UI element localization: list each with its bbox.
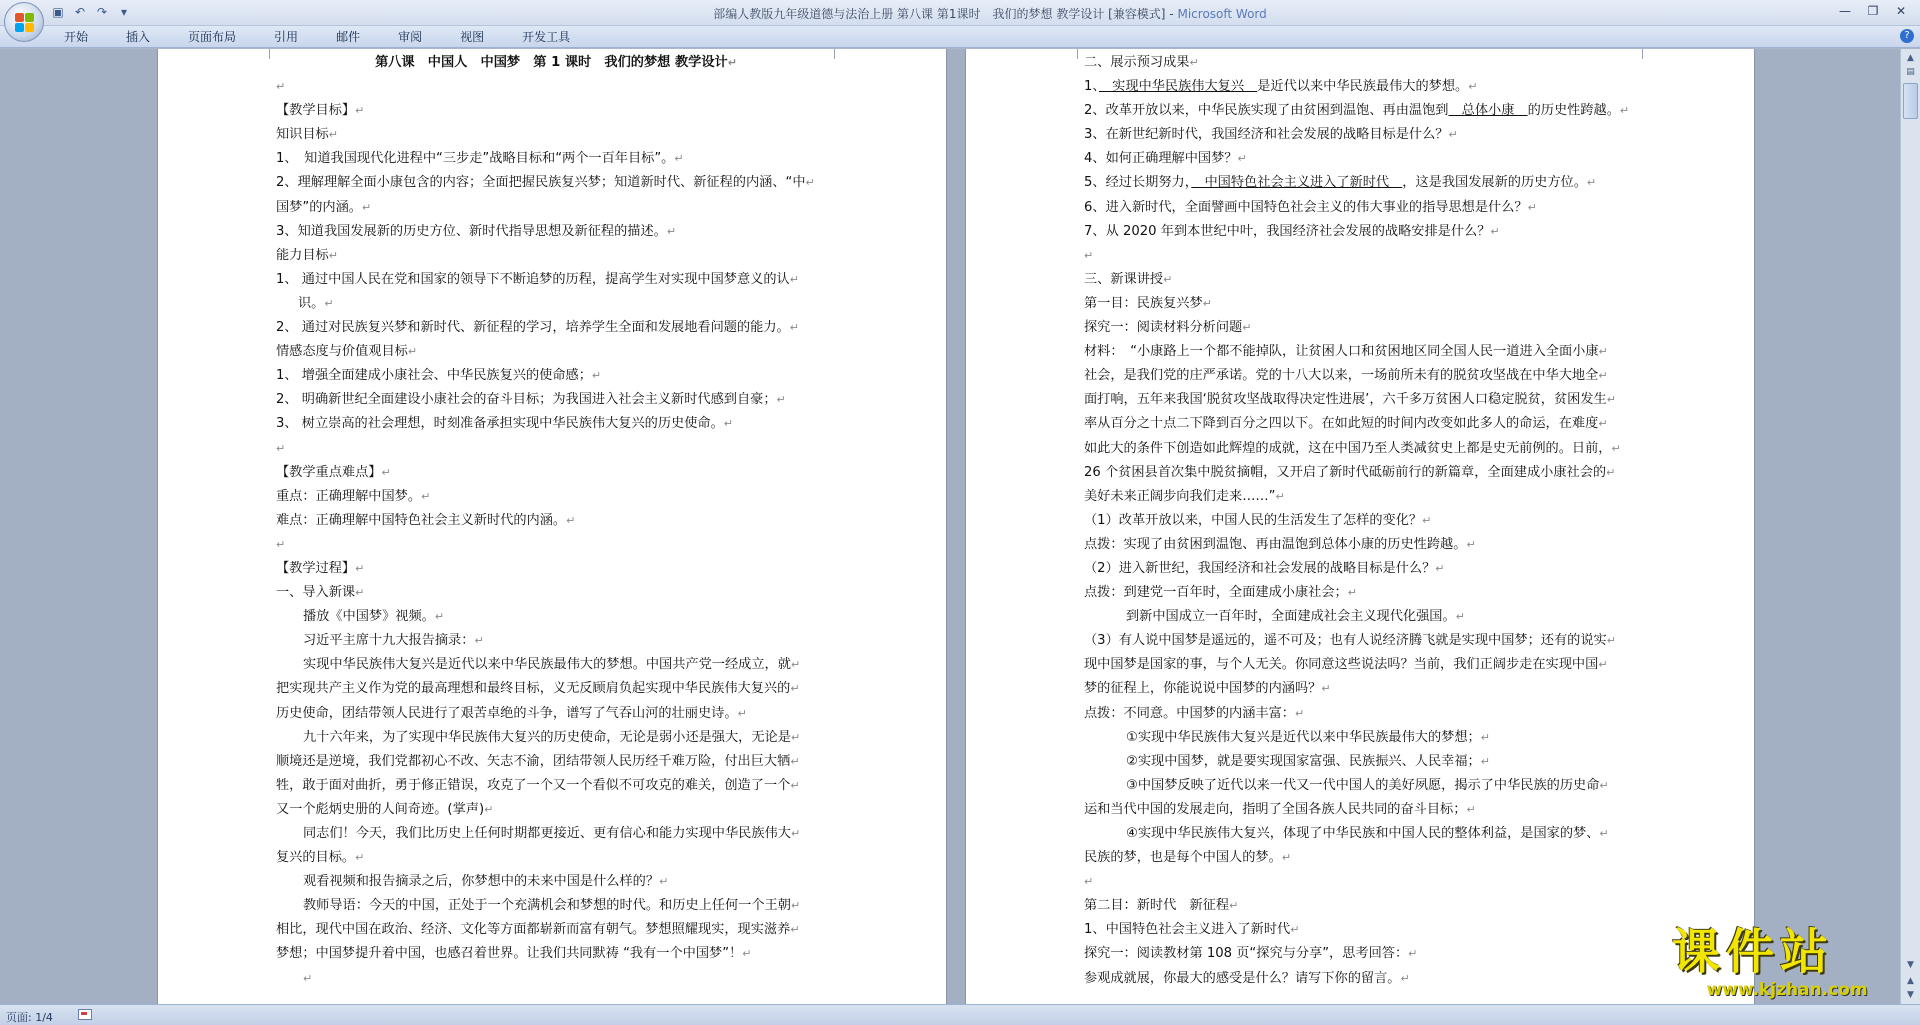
tab-page-layout[interactable]: 页面布局 (188, 30, 237, 44)
paragraph-mark-icon: ↵ (276, 441, 286, 455)
paragraph-mark-icon: ↵ (1163, 272, 1173, 286)
paragraph-mark-icon: ↵ (723, 417, 733, 431)
page-1-text-line (276, 437, 836, 461)
page-2-text-line: 美好未来正阔步向我们走来……”↵ (1084, 488, 1285, 504)
page-1-text-line: 3、知道我国发展新的历史方位、新时代指导思想及新征程的描述。↵ (276, 223, 677, 239)
page-2-text-line: 26 个贫困县首次集中脱贫摘帽，又开启了新时代砥砺前行的新篇章，全面建成小康社会的↵ (1084, 464, 1616, 480)
page-1-text-line: 九十六年来，为了实现中华民族伟大复兴的历史使命，无论是弱小还是强大，无论是↵ (303, 729, 801, 745)
page-2-text-line: 梦的征程上，你能说说中国梦的内涵吗？↵ (1084, 681, 1331, 697)
page-2-text-line: 7、从 2020 年到本世纪中叶，我国经济社会发展的战略安排是什么？↵ (1084, 223, 1500, 239)
prev-page-icon[interactable]: ▲ (1907, 976, 1914, 986)
page-2-text-line: ①实现中华民族伟大复兴是近代以来中华民族最伟大的梦想；↵ (1126, 729, 1490, 745)
paragraph-mark-icon: ↵ (1490, 224, 1500, 238)
redo-icon[interactable]: ↷ (96, 5, 108, 19)
page-1-text-line: 实现中华民族伟大复兴是近代以来中华民族最伟大的梦想。中国共产党一经成立，就↵ (303, 657, 801, 673)
paragraph-mark-icon: ↵ (1084, 875, 1094, 889)
page-2-text-line: 率从百分之十点二下降到百分之四以下。在如此短的时间内改变如此多人的命运，在难度↵ (1084, 416, 1608, 432)
document-page-2[interactable] (965, 49, 1755, 1004)
paragraph-mark-icon: ↵ (727, 56, 737, 69)
page-1-text-line (276, 75, 836, 99)
app-name: Microsoft Word (1177, 7, 1267, 21)
page-1-text-line: 教师导语：今天的中国，正处于一个充满机会和梦想的时代。和历史上任何一个王朝↵ (303, 898, 801, 914)
save-icon[interactable]: ▣ (52, 5, 64, 19)
page-2-text-line (1084, 870, 1644, 894)
page-1-text-line: 历史使命，团结带领人民进行了艰苦卓绝的斗争，谱写了气吞山河的壮丽史诗。↵ (276, 705, 747, 721)
paragraph-mark-icon: ↵ (1242, 321, 1252, 335)
tab-view[interactable]: 视图 (460, 30, 485, 44)
page-2-text-line: 如此大的条件下创造如此辉煌的成就，这在中国乃至人类减贫史上都是史无前例的。日前，↵ (1084, 440, 1621, 456)
paragraph-mark-icon: ↵ (434, 610, 445, 624)
restore-icon[interactable]: ❐ (1867, 4, 1879, 18)
paragraph-mark-icon: ↵ (1598, 369, 1608, 383)
page-1-text-line: 2、理解理解全面小康包含的内容；全面把握民族复兴梦；知道新时代、新征程的内涵、“中↵ (276, 175, 815, 191)
paragraph-mark-icon: ↵ (1598, 417, 1608, 431)
paragraph-mark-icon: ↵ (1435, 561, 1445, 575)
paragraph-mark-icon: ↵ (789, 272, 799, 286)
page-2-text-line: 5、经过长期努力， 中国特色社会主义进入了新时代 ，这是我国发展新的历史方位。↵ (1084, 175, 1597, 191)
paragraph-mark-icon: ↵ (355, 561, 365, 575)
page-2-text-line: ④实现中华民族伟大复兴，体现了中华民族和中国人民的整体利益，是国家的梦、↵ (1126, 826, 1609, 841)
title-bar (0, 0, 1920, 26)
paragraph-mark-icon: ↵ (737, 706, 747, 720)
page-2-text-line: 到新中国成立一百年时，全面建成社会主义现代化强国。↵ (1126, 609, 1465, 625)
page-2-text-line: 4、如何正确理解中国梦？↵ (1084, 151, 1247, 167)
paragraph-mark-icon: ↵ (1611, 441, 1621, 455)
paragraph-mark-icon: ↵ (474, 634, 484, 648)
paragraph-mark-icon: ↵ (790, 658, 801, 672)
paragraph-mark-icon: ↵ (1466, 802, 1476, 816)
paragraph-mark-icon: ↵ (1606, 393, 1616, 407)
page-2-text-line: 现中国梦是国家的事，与个人无关。你同意这些说法吗？当前，我们正阔步走在实现中国↵ (1084, 657, 1608, 673)
page-1-text-line: 【教学重点难点】↵ (276, 464, 391, 480)
paragraph-mark-icon: ↵ (659, 875, 669, 889)
paragraph-mark-icon: ↵ (1202, 296, 1212, 310)
paragraph-mark-icon: ↵ (790, 778, 800, 792)
page-1-text-line: 知识目标↵ (276, 127, 338, 143)
paragraph-mark-icon: ↵ (1455, 610, 1465, 624)
window-title: 部编人教版九年级道德与法治上册 第八课 第1课时 我们的梦想 教学设计 [兼容模式] - Microsoft Word (713, 7, 1267, 21)
page-1-text-line: 梦想；中国梦提升着中国，也感召着世界。让我们共同默祷 “我有一个中国梦”！↵ (276, 946, 752, 962)
paragraph-mark-icon: ↵ (1422, 513, 1432, 527)
paragraph-mark-icon: ↵ (1290, 923, 1300, 937)
proofing-icon[interactable] (78, 1009, 92, 1020)
paragraph-mark-icon: ↵ (1237, 152, 1247, 166)
paragraph-mark-icon: ↵ (324, 296, 334, 310)
paragraph-mark-icon: ↵ (1619, 104, 1630, 118)
page-2-text-line: 材料： “小康路上一个都不能掉队，让贫困人口和贫困地区同全国人民一道进入全面小康↵ (1084, 344, 1608, 360)
page-1-text-line: 一、导入新课↵ (276, 585, 365, 601)
paragraph-mark-icon: ↵ (790, 923, 800, 937)
document-title: 部编人教版九年级道德与法治上册 第八课 第1课时 我们的梦想 教学设计 [兼容模式] (713, 7, 1166, 21)
page-1-text-line: 顺境还是逆境，我们党都初心不改、矢志不渝，团结带领人民历经千难万险，付出巨大牺↵ (276, 753, 800, 769)
page-2-text-line: 1、中国特色社会主义进入了新时代↵ (1084, 922, 1300, 938)
page-indicator[interactable]: 页面: 1/4 (6, 1011, 53, 1024)
tab-developer[interactable]: 开发工具 (522, 30, 571, 44)
page-2-text-line: 3、在新世纪新时代，我国经济和社会发展的战略目标是什么？↵ (1084, 127, 1458, 143)
page-2-text (1084, 51, 1644, 991)
tab-insert[interactable]: 插入 (126, 30, 151, 44)
page-2-text-line: 第一目：民族复兴梦↵ (1084, 295, 1212, 311)
office-button[interactable] (4, 2, 44, 42)
page-1-text-line: 相比，现代中国在政治、经济、文化等方面都崭新而富有朝气。梦想照耀现实，现实滋养↵ (276, 922, 800, 938)
page-2-text-line: 探究一：阅读教材第 108 页“探究与分享”，思考回答：↵ (1084, 946, 1418, 962)
page-1-text-line: 情感态度与价值观目标↵ (276, 344, 418, 360)
paragraph-mark-icon: ↵ (484, 802, 494, 816)
paragraph-mark-icon: ↵ (1084, 248, 1094, 262)
paragraph-mark-icon: ↵ (1466, 537, 1476, 551)
page-1-text-line: 【教学目标】↵ (276, 103, 365, 119)
window-controls (1832, 2, 1914, 20)
paragraph-mark-icon: ↵ (1275, 489, 1285, 503)
page-1-text-line (276, 533, 836, 557)
paragraph-mark-icon: ↵ (1295, 706, 1305, 720)
paragraph-mark-icon: ↵ (1189, 56, 1199, 69)
page-2-text-line: 民族的梦，也是每个中国人的梦。↵ (1084, 850, 1292, 866)
page-2-text-line: 点拨：不同意。中国梦的内涵丰富：↵ (1084, 705, 1305, 721)
paragraph-mark-icon: ↵ (1586, 176, 1597, 190)
page-1-text-line: 1、 增强全面建成小康社会、中华民族复兴的使命感；↵ (276, 368, 602, 384)
page-1-text-line: 1、 知道我国现代化进程中“三步走”战略目标和“两个一百年目标”。↵ (276, 151, 684, 167)
kjzhan-watermark (1672, 924, 1902, 1006)
page-2-text-line: 1、 实现中华民族伟大复兴 是近代以来中华民族最伟大的梦想。↵ (1084, 79, 1478, 95)
paragraph-mark-icon: ↵ (790, 682, 800, 696)
paragraph-mark-icon: ↵ (1347, 586, 1357, 600)
ruler-toggle-icon[interactable]: ▤ (1906, 67, 1915, 77)
customize-qat-icon[interactable]: ▾ (120, 5, 128, 19)
paragraph-mark-icon: ↵ (790, 754, 800, 768)
page-2-text-line: 点拨：到建党一百年时，全面建成小康社会；↵ (1084, 585, 1357, 601)
paragraph-mark-icon: ↵ (1400, 971, 1410, 985)
paragraph-mark-icon: ↵ (1480, 754, 1490, 768)
close-icon[interactable]: ✕ (1895, 4, 1907, 18)
watermark-brand: 课件站 (1672, 924, 1835, 980)
status-bar (0, 1004, 1920, 1025)
paragraph-mark-icon: ↵ (328, 128, 338, 142)
tab-home[interactable]: 开始 (64, 30, 89, 44)
paragraph-mark-icon: ↵ (381, 465, 391, 479)
page-1-text-line: 习近平主席十九大报告摘录：↵ (303, 633, 484, 649)
paragraph-mark-icon: ↵ (789, 321, 799, 335)
page-1-text-line: 牲，敢于面对曲折，勇于修正错误，攻克了一个又一个看似不可攻克的难关，创造了一个↵ (276, 777, 800, 793)
paragraph-mark-icon: ↵ (361, 200, 372, 214)
paragraph-mark-icon: ↵ (303, 971, 313, 985)
page-2-text-line: （3）有人说中国梦是遥远的，遥不可及；也有人说经济腾飞就是实现中国梦；还有的说实↵ (1084, 633, 1616, 649)
undo-icon[interactable]: ↶ (74, 5, 86, 19)
page-1-text (276, 51, 836, 991)
page-2-text-line: 二、展示预习成果↵ (1084, 55, 1199, 70)
page-2-text-line: （1）改革开放以来，中国人民的生活发生了怎样的变化？↵ (1084, 512, 1432, 528)
ribbon-tabs (52, 29, 596, 45)
page-1-text-line: 国梦”的内涵。↵ (276, 199, 372, 215)
paragraph-mark-icon: ↵ (1599, 827, 1609, 840)
page-1-text-line: 【教学过程】↵ (276, 560, 365, 576)
paragraph-mark-icon: ↵ (805, 176, 815, 190)
page-2-text-line: 第二目：新时代 新征程↵ (1084, 898, 1239, 914)
paragraph-mark-icon: ↵ (1448, 128, 1458, 142)
paragraph-mark-icon: ↵ (355, 586, 365, 600)
tab-review[interactable]: 审阅 (398, 30, 423, 44)
paragraph-mark-icon: ↵ (566, 513, 576, 527)
scroll-down-icon[interactable]: ▼ (1907, 960, 1914, 970)
page-2-text-line: 点拨：实现了由贫困到温饱、再由温饱到总体小康的历史性跨越。↵ (1084, 536, 1476, 552)
paragraph-mark-icon: ↵ (1606, 634, 1616, 648)
paragraph-mark-icon: ↵ (674, 152, 684, 166)
minimize-icon[interactable]: — (1839, 4, 1851, 18)
document-area (0, 49, 1900, 1004)
paragraph-mark-icon: ↵ (666, 224, 677, 238)
page-2-text-line: 2、改革开放以来，中华民族实现了由贫困到温饱、再由温饱到 总体小康 的历史性跨越。↵ (1084, 103, 1630, 119)
paragraph-mark-icon: ↵ (1599, 778, 1609, 792)
page-2-text-line: 参观成就展，你最大的感受是什么？请写下你的留言。↵ (1084, 970, 1410, 986)
paragraph-mark-icon: ↵ (1598, 345, 1608, 359)
paragraph-mark-icon: ↵ (790, 827, 801, 840)
paragraph-mark-icon: ↵ (1321, 682, 1331, 696)
paragraph-mark-icon: ↵ (1468, 80, 1478, 94)
page-1-text-line: 第八课 中国人 中国梦 第 1 课时 我们的梦想 教学设计↵ (375, 55, 737, 70)
paragraph-mark-icon: ↵ (1598, 658, 1608, 672)
page-1-text-line: 复兴的目标。↵ (276, 850, 365, 866)
paragraph-mark-icon: ↵ (1229, 899, 1239, 913)
paragraph-mark-icon: ↵ (407, 345, 418, 359)
document-page-1[interactable] (157, 49, 947, 1004)
page-1-text-line: 同志们！今天，我们比历史上任何时期都更接近、更有信心和能力实现中华民族伟大↵ (303, 826, 801, 841)
paragraph-mark-icon: ↵ (1527, 200, 1537, 214)
page-1-text-line: 2、 明确新世纪全面建设小康社会的奋斗目标；为我国进入社会主义新时代感到自豪；↵ (276, 392, 786, 408)
scroll-thumb[interactable] (1903, 83, 1918, 119)
page-1-text-line: 又一个彪炳史册的人间奇迹。(掌声)↵ (276, 801, 494, 817)
page-2-text-line: ③中国梦反映了近代以来一代又一代中国人的美好夙愿，揭示了中华民族的历史命↵ (1126, 777, 1609, 793)
page-1-text-line: 难点：正确理解中国特色社会主义新时代的内涵。↵ (276, 512, 576, 528)
ribbon-tab-bar (0, 26, 1920, 48)
vertical-scrollbar[interactable] (1900, 49, 1920, 1004)
paragraph-mark-icon: ↵ (328, 248, 338, 262)
page-1-text-line: 3、 树立崇高的社会理想，时刻准备承担实现中华民族伟大复兴的历史使命。↵ (276, 416, 733, 432)
tab-references[interactable]: 引用 (274, 30, 299, 44)
paragraph-mark-icon: ↵ (1281, 851, 1292, 865)
page-2-text-line: ②实现中国梦，就是要实现国家富强、民族振兴、人民幸福；↵ (1126, 753, 1490, 769)
page-1-text-line: 播放《中国梦》视频。↵ (303, 609, 445, 625)
page-2-text-line: 运和当代中国的发展走向，指明了全国各族人民共同的奋斗目标；↵ (1084, 801, 1476, 817)
paragraph-mark-icon: ↵ (421, 489, 431, 503)
page-1-text-line (276, 967, 836, 991)
page-2-text-line (1084, 244, 1644, 268)
page-1-text-line: 2、 通过对民族复兴梦和新时代、新征程的学习，培养学生全面和发展地看问题的能力。↵ (276, 320, 799, 336)
page-1-text-line: 把实现共产主义作为党的最高理想和最终目标，义无反顾肩负起实现中华民族伟大复兴的↵ (276, 681, 800, 697)
page-2-text-line: 6、进入新时代，全面譬画中国特色社会主义的伟大事业的指导思想是什么？↵ (1084, 199, 1537, 215)
page-1-text-line: 1、 通过中国人民在党和国家的领导下不断追梦的历程，提高学生对实现中国梦意义的认↵ (276, 271, 799, 287)
page-1-text-line: 能力目标↵ (276, 247, 338, 263)
paragraph-mark-icon: ↵ (591, 369, 602, 383)
tab-mailings[interactable]: 邮件 (336, 30, 361, 44)
paragraph-mark-icon: ↵ (790, 899, 801, 913)
paragraph-mark-icon: ↵ (355, 851, 365, 865)
help-icon[interactable]: ? (1900, 29, 1914, 43)
paragraph-mark-icon: ↵ (776, 393, 786, 407)
page-1-text-line: 重点：正确理解中国梦。↵ (276, 488, 431, 504)
page-2-text-line: 面打响，五年来我国‘脱贫攻坚战取得决定性进展’，六千多万贫困人口稳定脱贫，贫困发生↵ (1084, 392, 1616, 408)
page-2-text-line: 探究一：阅读材料分析问题↵ (1084, 320, 1252, 336)
paragraph-mark-icon: ↵ (1408, 947, 1418, 961)
page-2-text-line: 社会，是我们党的庄严承诺。党的十八大以来，一场前所未有的脱贫攻坚战在中华大地全↵ (1084, 368, 1608, 384)
paragraph-mark-icon: ↵ (742, 947, 752, 961)
next-page-icon[interactable]: ▼ (1907, 990, 1914, 1000)
page-2-text-line: 三、新课讲授↵ (1084, 271, 1173, 287)
paragraph-mark-icon: ↵ (276, 80, 286, 94)
page-1-text-line: 观看视频和报告摘录之后，你梦想中的未来中国是什么样的？↵ (303, 874, 669, 890)
page-1-text-line: 识。↵ (298, 295, 334, 311)
paragraph-mark-icon: ↵ (1606, 465, 1616, 479)
paragraph-mark-icon: ↵ (355, 104, 365, 118)
office-logo-icon (15, 13, 35, 33)
paragraph-mark-icon: ↵ (1480, 730, 1490, 744)
watermark-url: www.kjzhan.com (1706, 980, 1868, 1000)
paragraph-mark-icon: ↵ (790, 730, 801, 744)
page-2-text-line: （2）进入新世纪，我国经济和社会发展的战略目标是什么？↵ (1084, 560, 1445, 576)
scroll-up-icon[interactable]: ▲ (1907, 53, 1914, 63)
paragraph-mark-icon: ↵ (276, 537, 286, 551)
